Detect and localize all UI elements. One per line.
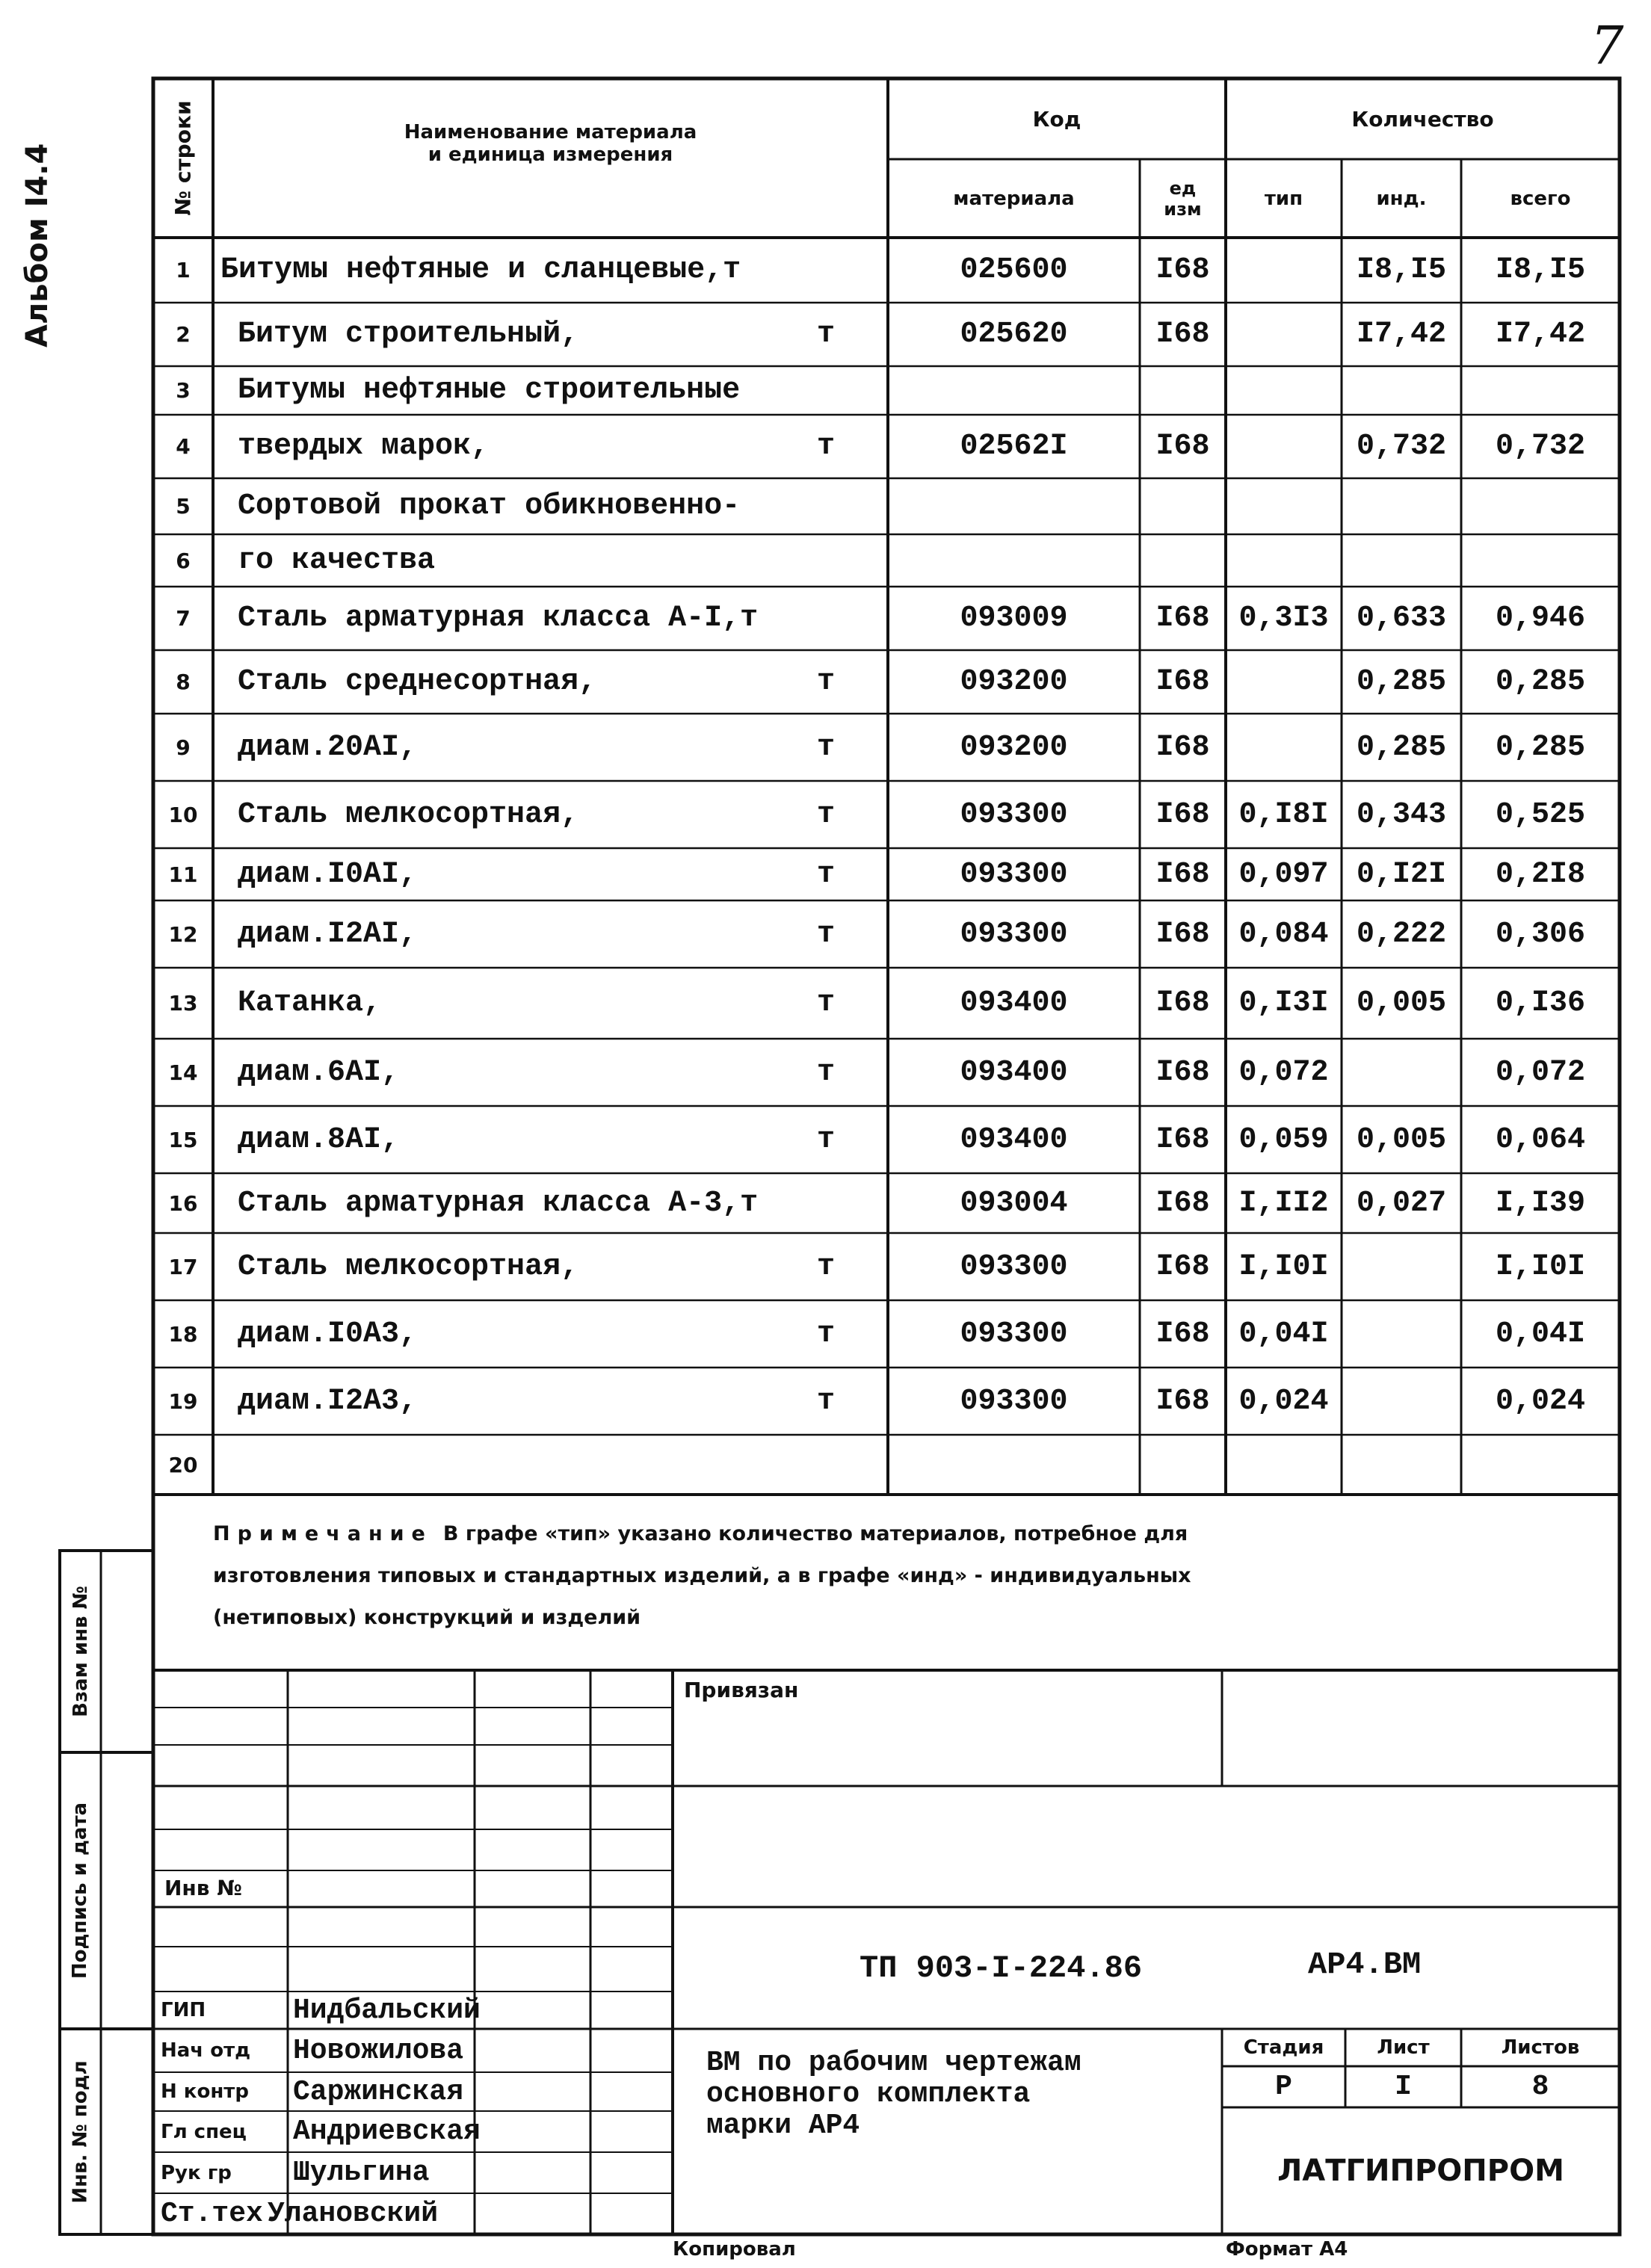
cell-row-number: 11 [168,862,198,887]
cell-type [1226,415,1342,478]
cell-code [888,478,1140,534]
cell-ind: 0,005 [1356,1122,1447,1157]
header-ind: инд. [1376,187,1427,210]
cell-type [1226,238,1342,303]
cell-total [1461,1435,1620,1495]
cell-name: диам.I2А3, [238,1384,418,1418]
signature-role: Рук гр [161,2161,232,2184]
signature-role: Гл спец [161,2120,247,2143]
cell-row-number: 5 [176,494,191,519]
note-line-2: изготовления типовых и стандартных изделий, а в графе «инд» - индивидуальных [213,1564,1191,1587]
cell-total: I,I0I [1495,1249,1586,1284]
cell-name: Сортовой прокат обикновенно- [238,489,741,523]
cell-ind: 0,005 [1356,986,1447,1020]
cell-unit-mark [800,1435,852,1495]
cell-total: I,I39 [1495,1186,1586,1220]
cell-ind [1342,1368,1461,1435]
cell-total [1461,366,1620,415]
cell-unit-mark: т [816,665,835,699]
cell-unit: I68 [1155,797,1210,832]
cell-total: I8,I5 [1495,253,1586,287]
cell-unit: I68 [1155,730,1210,764]
side-label-inv-podl: Инв. № подл [69,2060,92,2204]
cell-row-number: 1 [176,258,191,282]
cell-name: диам.I2АI, [238,917,418,951]
cell-name: диам.8АI, [238,1122,400,1157]
cell-code: 093400 [960,986,1068,1020]
cell-ind [1342,1233,1461,1300]
privyazan-label: Привязан [684,1678,799,1702]
cell-type: 0,04I [1238,1317,1329,1351]
signature-name-wrap [268,2193,507,2234]
cell-code: 025620 [960,318,1068,351]
cell-unit: I68 [1155,1186,1210,1220]
cell-unit: I68 [1155,1384,1210,1418]
cell-code: 093300 [960,857,1068,892]
album-label: Альбом I4.4 [20,143,55,347]
cell-unit-mark: т [816,1249,835,1284]
cell-name: Сталь арматурная класса А-3,т [238,1186,759,1220]
header-type: тип [1264,187,1303,210]
cell-total: 0,072 [1495,1055,1586,1090]
signature-name: Саржинская [293,2075,464,2108]
cell-row-number: 7 [176,606,191,631]
cell-ind [1342,1039,1461,1106]
cell-name: Сталь арматурная класса А-I,т [238,602,759,635]
cell-unit: I68 [1155,430,1210,463]
cell-unit-mark: т [816,797,835,832]
cell-code: 093200 [960,665,1068,699]
cell-unit [1140,366,1226,415]
cell-unit: I68 [1155,1122,1210,1157]
cell-unit-mark: т [816,730,835,764]
cell-row-number: 4 [176,434,191,459]
cell-code: 093300 [960,797,1068,832]
cell-code: 093400 [960,1055,1068,1090]
cell-type: 0,084 [1238,917,1329,951]
sheets-value: 8 [1531,2071,1549,2103]
doc-number: ТП 903-I-224.86 [860,1950,1143,1986]
cell-ind [1342,1300,1461,1368]
cell-name: Сталь мелкосортная, [238,797,579,832]
cell-unit-mark: т [816,1384,835,1418]
cell-unit-mark [800,366,852,415]
cell-ind [1342,478,1461,534]
inv-no-label: Инв № [164,1876,242,1900]
cell-unit-mark [800,534,852,587]
organization: ЛАТГИПРОПРОМ [1277,2154,1564,2188]
header-row-no: № строки [170,100,196,216]
cell-name: Битум строительный, [238,318,579,351]
footer-format: Формат А4 [1226,2238,1348,2261]
note-line-1: В графе «тип» указано количество материалов, потребное для [442,1522,1188,1545]
signature-name: Нидбальский [293,1994,481,2027]
cell-name: диам.6АI, [238,1055,400,1090]
cell-unit: I68 [1155,1055,1210,1090]
cell-type: 0,059 [1238,1122,1329,1157]
cell-type [1226,534,1342,587]
cell-row-number: 2 [176,322,191,347]
cell-type: 0,024 [1238,1384,1329,1418]
signature-name: Новожилова [293,2034,464,2067]
cell-unit-mark: т [816,430,835,463]
cell-ind: 0,I2I [1356,857,1447,892]
cell-total: 0,04I [1495,1317,1586,1351]
cell-type [1226,1435,1342,1495]
cell-type: I,II2 [1238,1186,1329,1220]
cell-code: 093300 [960,1384,1068,1418]
cell-code: 093200 [960,730,1068,764]
cell-ind: 0,732 [1356,430,1447,463]
cell-unit [1140,1435,1226,1495]
header-material: материала [953,187,1075,210]
cell-row-number: 18 [168,1321,198,1347]
cell-unit: I68 [1155,986,1210,1020]
cell-total: I7,42 [1495,318,1586,351]
cell-total [1461,534,1620,587]
side-label-vzam: Взам инв № [69,1586,92,1717]
cell-row-number: 3 [176,378,191,403]
cell-row-number: 20 [168,1452,198,1477]
cell-type [1226,303,1342,366]
cell-code [888,534,1140,587]
cell-code [888,1435,1140,1495]
cell-ind: I7,42 [1356,318,1447,351]
cell-code: 093300 [960,917,1068,951]
cell-type [1226,650,1342,714]
cell-name: Сталь среднесортная, [238,665,597,699]
cell-unit: I68 [1155,665,1210,699]
cell-row-number: 15 [168,1127,198,1152]
cell-ind [1342,534,1461,587]
cell-unit [1140,534,1226,587]
cell-total: 0,732 [1495,430,1586,463]
cell-unit-mark: т [816,986,835,1020]
cell-name: го качества [238,543,436,578]
cell-unit [1140,478,1226,534]
page-number: 7 [1590,15,1624,76]
cell-name: Битумы нефтяные и сланцевые,т [220,253,741,287]
cell-unit: I68 [1155,857,1210,892]
cell-unit-mark: т [816,1055,835,1090]
cell-ind [1342,366,1461,415]
cell-row-number: 13 [168,991,198,1016]
cell-unit: I68 [1155,1317,1210,1351]
cell-type: I,I0I [1238,1249,1329,1284]
cell-unit-mark [800,1173,852,1233]
cell-type [1226,714,1342,781]
cell-row-number: 6 [176,548,191,573]
cell-type [1226,366,1342,415]
cell-type: 0,I8I [1238,797,1329,832]
signature-role: Н контр [161,2080,249,2103]
cell-total: 0,064 [1495,1122,1586,1157]
header-code: Код [1032,106,1081,132]
cell-unit-mark [800,478,852,534]
cell-unit-mark: т [816,917,835,951]
cell-unit-mark: т [816,857,835,892]
note [213,1513,1596,1639]
header-total: всего [1510,187,1571,210]
cell-code: 02562I [960,430,1068,463]
cell-ind: 0,343 [1356,797,1447,832]
cell-total: 0,024 [1495,1384,1586,1418]
cell-unit: I68 [1155,1249,1210,1284]
cell-code: 093004 [960,1186,1068,1220]
cell-ind: 0,633 [1356,602,1447,635]
cell-name: диам.I0АI, [238,857,418,892]
sheets-label: Листов [1501,2036,1580,2059]
cell-code: 093300 [960,1317,1068,1351]
cell-unit-mark: т [816,1317,835,1351]
cell-name: Сталь мелкосортная, [238,1249,579,1284]
cell-name [238,1435,836,1495]
cell-total: 0,525 [1495,797,1586,832]
cell-ind: 0,285 [1356,665,1447,699]
cell-name: диам.20АI, [238,730,418,764]
side-label-podpis: Подпись и дата [69,1802,92,1980]
cell-code: 093400 [960,1122,1068,1157]
footer-copied: Копировал [673,2238,796,2261]
cell-type [1226,478,1342,534]
cell-row-number: 19 [168,1388,198,1414]
cell-ind: 0,285 [1356,730,1447,764]
cell-name: твердых марок, [238,430,490,463]
doc-mark: АР4.ВМ [1308,1947,1422,1983]
cell-unit: I68 [1155,318,1210,351]
cell-total: 0,2I8 [1495,857,1586,892]
cell-unit: I68 [1155,602,1210,635]
doc-title: ВМ по рабочим чертежам основного комплекта марки АР4 [706,2047,1081,2142]
cell-ind: 0,027 [1356,1186,1447,1220]
cell-code: 025600 [960,253,1068,287]
note-line-3: (нетиповых) конструкций и изделий [213,1606,641,1629]
header-name: Наименование материала и единица измерения [404,120,697,166]
cell-name: Битумы нефтяные строительные [238,374,741,407]
stage-value: Р [1275,2071,1292,2103]
note-lead: Примечание [213,1522,433,1545]
cell-code: 093300 [960,1249,1068,1284]
cell-unit-mark: т [816,318,835,351]
cell-unit-mark [800,587,852,650]
cell-unit-mark: т [816,1122,835,1157]
cell-total [1461,478,1620,534]
cell-type: 0,097 [1238,857,1329,892]
signature-name: Шульгина [293,2157,430,2189]
cell-type: 0,I3I [1238,986,1329,1020]
cell-row-number: 10 [168,802,198,827]
cell-type: 0,072 [1238,1055,1329,1090]
cell-code [888,366,1140,415]
cell-ind [1342,1435,1461,1495]
cell-total: 0,285 [1495,665,1586,699]
cell-row-number: 17 [168,1254,198,1279]
header-quantity: Количество [1351,106,1494,132]
sheet-label: Лист [1377,2036,1430,2059]
cell-total: 0,I36 [1495,986,1586,1020]
cell-unit: I68 [1155,917,1210,951]
signature-name: Ст.тех. [161,2198,280,2230]
signature-role: ГИП [161,1999,206,2021]
cell-row-number: 14 [168,1060,198,1085]
header-unit: ед изм [1164,177,1202,220]
cell-row-number: 16 [168,1190,198,1216]
cell-type: 0,3I3 [1238,602,1329,635]
cell-row-number: 8 [176,670,191,694]
cell-unit: I68 [1155,253,1210,287]
cell-ind: 0,222 [1356,917,1447,951]
cell-code: 093009 [960,602,1068,635]
cell-unit-mark [800,238,852,303]
signature-name-part: Улановский [268,2198,439,2230]
cell-total: 0,946 [1495,602,1586,635]
cell-row-number: 9 [176,735,191,760]
cell-name: диам.I0А3, [238,1317,418,1351]
signature-role: Нач отд [161,2039,251,2062]
cell-name: Катанка, [238,986,382,1020]
stage-label: Стадия [1243,2036,1324,2059]
signature-name: Андриевская [293,2116,481,2148]
cell-total: 0,306 [1495,917,1586,951]
cell-ind: I8,I5 [1356,253,1447,287]
cell-total: 0,285 [1495,730,1586,764]
cell-row-number: 12 [168,921,198,947]
sheet-value: I [1395,2071,1412,2103]
